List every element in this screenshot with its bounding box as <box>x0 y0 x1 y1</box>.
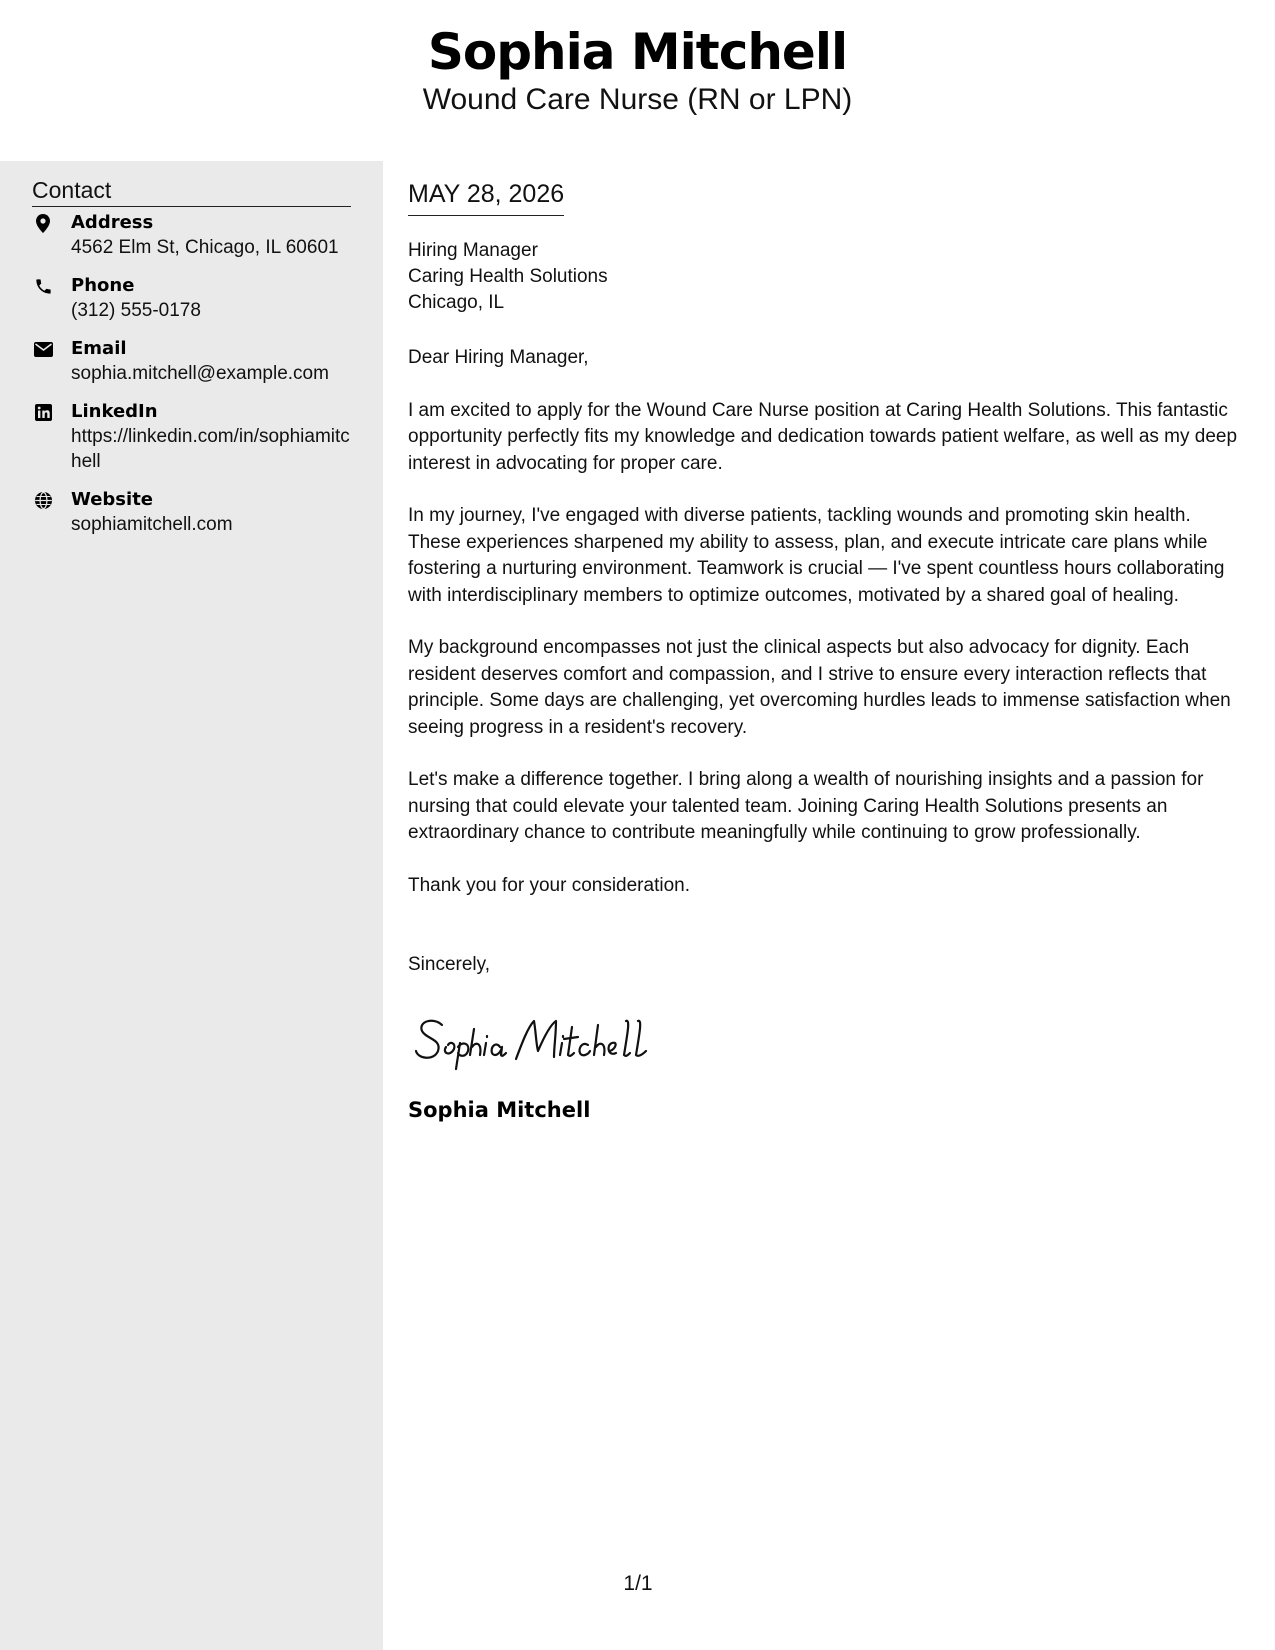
paragraph-2: In my journey, I've engaged with diverse patients, tackling wounds and promoting skin health. These experiences sharpened my ability to assess, plan, and execute intricate care plans while fostering a nurturing environment. Teamwork is crucial — I've spent countless hours collaborating with interdisciplinary members to optimize outcomes, motivated by a shared goal of healing. <box>408 505 1225 606</box>
applicant-name: Sophia Mitchell <box>427 23 848 81</box>
recipient-location: Chicago, IL <box>408 292 505 313</box>
address-value: 4562 Elm St, Chicago, IL 60601 <box>71 237 339 258</box>
closing: Sincerely, <box>408 954 491 975</box>
recipient-block <box>408 238 608 316</box>
paragraph-1: I am excited to apply for the Wound Care Nurse position at Caring Health Solutions. This fantastic opportunity perfectly fits my knowledge and dedication towards patient welfare, as well as my deep interest in advocating for proper care. <box>408 399 1238 474</box>
linkedin-label: LinkedIn <box>71 401 158 422</box>
letter-header <box>0 0 1275 161</box>
website-value[interactable]: sophiamitchell.com <box>71 514 233 535</box>
email-label: Email <box>71 338 127 359</box>
handwritten-signature <box>412 1003 672 1073</box>
recipient-company: Caring Health Solutions <box>408 266 608 287</box>
linkedin-value[interactable]: https://linkedin.com/in/sophiamitchell <box>71 426 350 472</box>
recipient-title: Hiring Manager <box>408 240 538 261</box>
paragraph-5: Thank you for your consideration. <box>408 874 690 896</box>
phone-icon <box>32 275 54 297</box>
contact-sidebar <box>0 161 383 1650</box>
envelope-icon <box>32 338 54 360</box>
contact-heading: Contact <box>32 175 351 207</box>
applicant-role: Wound Care Nurse (RN or LPN) <box>422 83 853 116</box>
website-label: Website <box>71 489 154 510</box>
paragraph-3: My background encompasses not just the clinical aspects but also advocacy for dignity. Each resident deserves comfort and compassion, and I strive to ensure every interaction reflects that principle. Some days are challenging, yet overcoming hurdles leads to immense satisfaction when seeing progress in a resident's recovery. <box>408 637 1231 738</box>
linkedin-icon <box>32 401 54 423</box>
signer-name: Sophia Mitchell <box>408 1098 591 1122</box>
page-number: 1/1 <box>623 1572 653 1595</box>
paragraph-4: Let's make a difference together. I bring along a wealth of nourishing insights and a passion for nursing that could elevate your talented team. Joining Caring Health Solutions presents an extraordinary chance to contribute meaningfully while continuing to grow professionally. <box>408 769 1204 843</box>
phone-value: (312) 555-0178 <box>71 300 201 321</box>
globe-icon <box>32 489 54 511</box>
map-pin-icon <box>32 212 54 234</box>
letter-date: MAY 28, 2026 <box>408 178 564 216</box>
email-value[interactable]: sophia.mitchell@example.com <box>71 363 329 384</box>
salutation: Dear Hiring Manager, <box>408 347 589 368</box>
phone-label: Phone <box>71 275 135 296</box>
address-label: Address <box>71 212 154 233</box>
letter-text <box>408 345 1238 925</box>
